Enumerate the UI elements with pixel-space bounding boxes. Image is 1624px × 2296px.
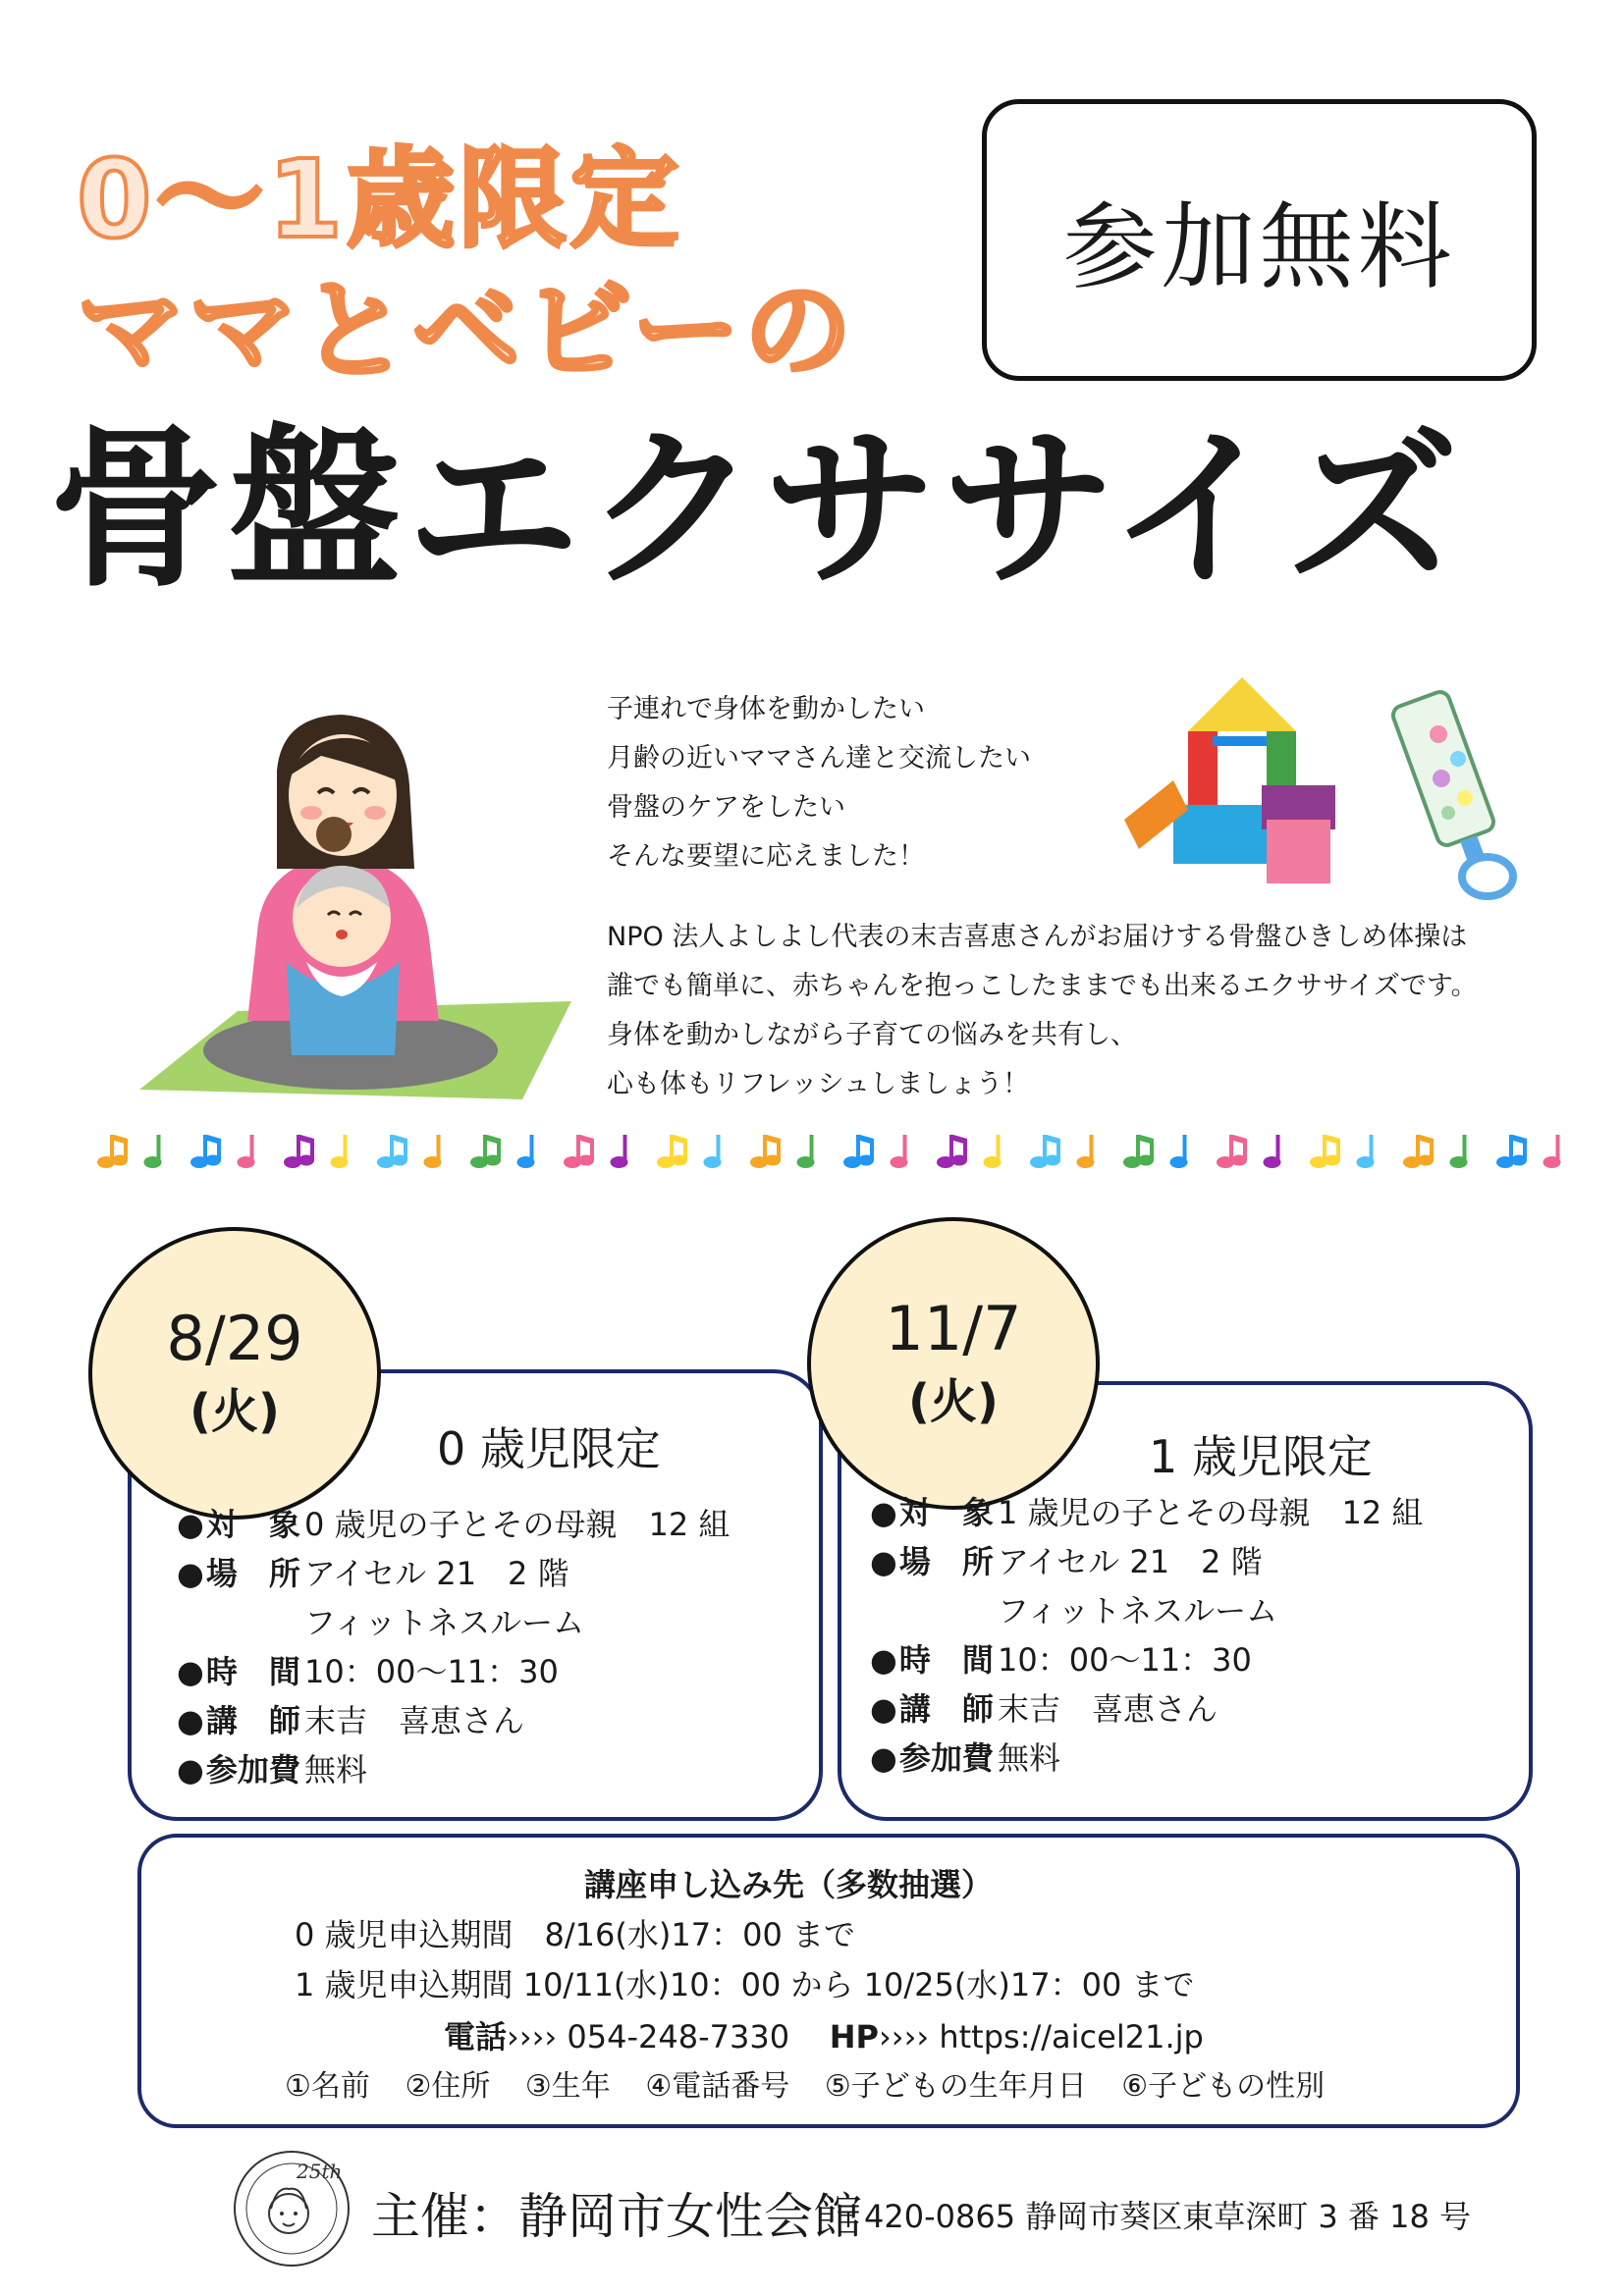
required-item: ⑥子どもの性別 — [1121, 2069, 1326, 2104]
detail-value: 無料 — [304, 1751, 368, 1789]
detail-row — [870, 1488, 1423, 1537]
wish-line: 骨盤のケアをしたい — [607, 792, 845, 823]
free-badge-text: 参加無料 — [1062, 192, 1456, 302]
wish-line: 月齢の近いママさん達と交流したい — [607, 743, 1031, 774]
music-note-icon — [1217, 1135, 1247, 1168]
description-text — [607, 913, 1478, 1109]
required-items — [285, 2061, 1350, 2105]
hp-arrows: ›››› — [878, 2018, 930, 2056]
detail-value: 0 歳児の子とその母親 12 組 — [304, 1506, 731, 1543]
date-badge-1 — [807, 1217, 1100, 1510]
detail-value: フィットネスルーム — [304, 1604, 585, 1641]
event-heading: 0 歳児限定 — [437, 1422, 661, 1475]
bullet: ● — [177, 1751, 204, 1789]
music-note-icon — [1310, 1135, 1340, 1168]
music-note-icon — [284, 1135, 314, 1168]
music-note-icon — [1030, 1135, 1060, 1168]
detail-label: 講 師 — [205, 1702, 300, 1739]
detail-label: 対 象 — [205, 1506, 300, 1543]
detail-label: 場 所 — [205, 1555, 300, 1592]
detail-row — [870, 1684, 1423, 1734]
bullet: ● — [870, 1739, 897, 1777]
event-weekday: (火) — [189, 1384, 280, 1439]
phone-label: 電話 — [444, 2018, 508, 2056]
music-note-icon — [750, 1135, 781, 1168]
event-date: 8/29 — [166, 1303, 303, 1374]
music-note-icon — [1170, 1135, 1188, 1168]
music-note-icon — [1264, 1135, 1281, 1168]
description-line: 誰でも簡単に、赤ちゃんを抱っこしたままでも出来るエクササイズです。 — [607, 971, 1478, 1001]
event-heading: 1 歳児限定 — [1149, 1430, 1373, 1483]
bullet: ● — [177, 1702, 204, 1739]
detail-value: 末吉 喜恵さん — [998, 1690, 1218, 1728]
detail-row — [870, 1586, 1423, 1635]
bullet: ● — [177, 1653, 204, 1690]
music-note-icon — [144, 1135, 162, 1168]
detail-label: 講 師 — [898, 1690, 994, 1728]
hp-label: HP — [829, 2018, 879, 2056]
music-note-icon — [517, 1135, 535, 1168]
detail-row — [870, 1734, 1423, 1783]
music-notes-border — [88, 1127, 1581, 1176]
music-note-icon — [797, 1135, 815, 1168]
required-item: ④電話番号 — [645, 2069, 790, 2104]
music-note-icon — [937, 1135, 967, 1168]
detail-row — [177, 1696, 730, 1745]
detail-label: 参加費 — [205, 1751, 300, 1789]
detail-row — [177, 1598, 730, 1647]
detail-value: フィットネスルーム — [998, 1592, 1278, 1629]
phone-arrows: ›››› — [507, 2018, 558, 2056]
womens-center-logo — [228, 2145, 355, 2272]
description-line: NPO 法人よしよし代表の末吉喜恵さんがお届けする骨盤ひきしめ体操は — [607, 922, 1468, 952]
music-note-icon — [1543, 1135, 1561, 1168]
toy-blocks-illustration — [1119, 672, 1389, 898]
wishes-text — [607, 685, 1031, 881]
detail-value: 1 歳児の子とその母親 12 組 — [998, 1494, 1424, 1531]
bullet: ● — [870, 1543, 897, 1580]
music-note-icon — [704, 1135, 722, 1168]
phone-number: 054-248-7330 — [567, 2018, 790, 2056]
detail-label: 時 間 — [898, 1641, 994, 1679]
detail-value: 無料 — [998, 1739, 1061, 1777]
contact-row — [444, 2012, 1204, 2057]
event-details-1 — [870, 1488, 1423, 1783]
music-note-icon — [1450, 1135, 1468, 1168]
music-note-icon — [1077, 1135, 1095, 1168]
bullet: ● — [870, 1690, 897, 1728]
event-date: 11/7 — [885, 1293, 1022, 1364]
music-note-icon — [564, 1135, 594, 1168]
music-note-icon — [843, 1135, 874, 1168]
detail-row — [177, 1549, 730, 1598]
event-weekday: (火) — [908, 1374, 999, 1429]
description-line: 心も体もリフレッシュしましょう！ — [607, 1069, 1030, 1099]
rattle-icon — [1384, 675, 1532, 901]
detail-value: アイセル 21 2 階 — [304, 1555, 569, 1592]
logo-text: 25th — [297, 2160, 343, 2183]
application-title: 講座申し込み先（多数抽選） — [584, 1866, 994, 1903]
detail-value: 10：00～11：30 — [998, 1641, 1252, 1679]
music-note-icon — [1357, 1135, 1375, 1168]
music-note-icon — [470, 1135, 501, 1168]
music-note-icon — [331, 1135, 349, 1168]
wish-line: 子連れで身体を動かしたい — [607, 694, 925, 724]
music-note-icon — [657, 1135, 687, 1168]
application-period-1: 1 歳児申込期間 10/11(水)10：00 から 10/25(水)17：00 まで — [295, 1966, 1195, 2003]
music-note-icon — [1496, 1135, 1527, 1168]
date-badge-0 — [88, 1227, 381, 1520]
bullet: ● — [177, 1506, 204, 1543]
music-note-icon — [190, 1135, 221, 1168]
detail-value: アイセル 21 2 階 — [998, 1543, 1263, 1580]
music-note-icon — [97, 1135, 128, 1168]
music-note-icon — [1403, 1135, 1434, 1168]
detail-label: 対 象 — [898, 1494, 994, 1531]
address: 〒420-0865 静岡市葵区東草深町 3 番 18 号 — [833, 2198, 1472, 2235]
bullet: ● — [177, 1555, 204, 1592]
detail-label: 場 所 — [898, 1543, 994, 1580]
free-badge — [982, 99, 1537, 381]
wish-line: そんな要望に応えました！ — [607, 841, 925, 872]
hp-link[interactable]: https://aicel21.jp — [939, 2018, 1204, 2056]
required-item: ②住所 — [405, 2069, 491, 2104]
detail-value: 10：00～11：30 — [304, 1653, 559, 1690]
music-note-icon — [424, 1135, 442, 1168]
detail-label: 参加費 — [898, 1739, 994, 1777]
title-line-1: 0～1歳限定 — [77, 136, 683, 262]
mother-baby-illustration — [110, 697, 581, 1119]
music-note-icon — [891, 1135, 908, 1168]
detail-value: 末吉 喜恵さん — [304, 1702, 525, 1739]
music-note-icon — [238, 1135, 255, 1168]
organizer: 主催：静岡市女性会館 — [371, 2188, 862, 2245]
detail-row — [870, 1537, 1423, 1586]
bullet: ● — [870, 1494, 897, 1531]
detail-row — [177, 1647, 730, 1696]
application-period-0: 0 歳児申込期間 8/16(水)17：00 まで — [295, 1916, 855, 1953]
bullet: ● — [870, 1641, 897, 1679]
music-note-icon — [377, 1135, 407, 1168]
detail-row — [177, 1745, 730, 1794]
detail-label: 時 間 — [205, 1653, 300, 1690]
required-item: ③生年 — [524, 2069, 611, 2104]
main-title: 骨盤エクササイズ — [49, 409, 1465, 611]
required-item: ①名前 — [285, 2069, 370, 2104]
required-item: ⑤子どもの生年月日 — [824, 2069, 1087, 2104]
music-note-icon — [984, 1135, 1001, 1168]
title-line-2: ママとベビーの — [77, 268, 856, 394]
event-details-0 — [177, 1500, 730, 1794]
detail-row — [177, 1500, 730, 1549]
detail-row — [870, 1635, 1423, 1684]
music-note-icon — [611, 1135, 628, 1168]
description-line: 身体を動かしながら子育ての悩みを共有し、 — [607, 1020, 1137, 1050]
music-note-icon — [1123, 1135, 1154, 1168]
